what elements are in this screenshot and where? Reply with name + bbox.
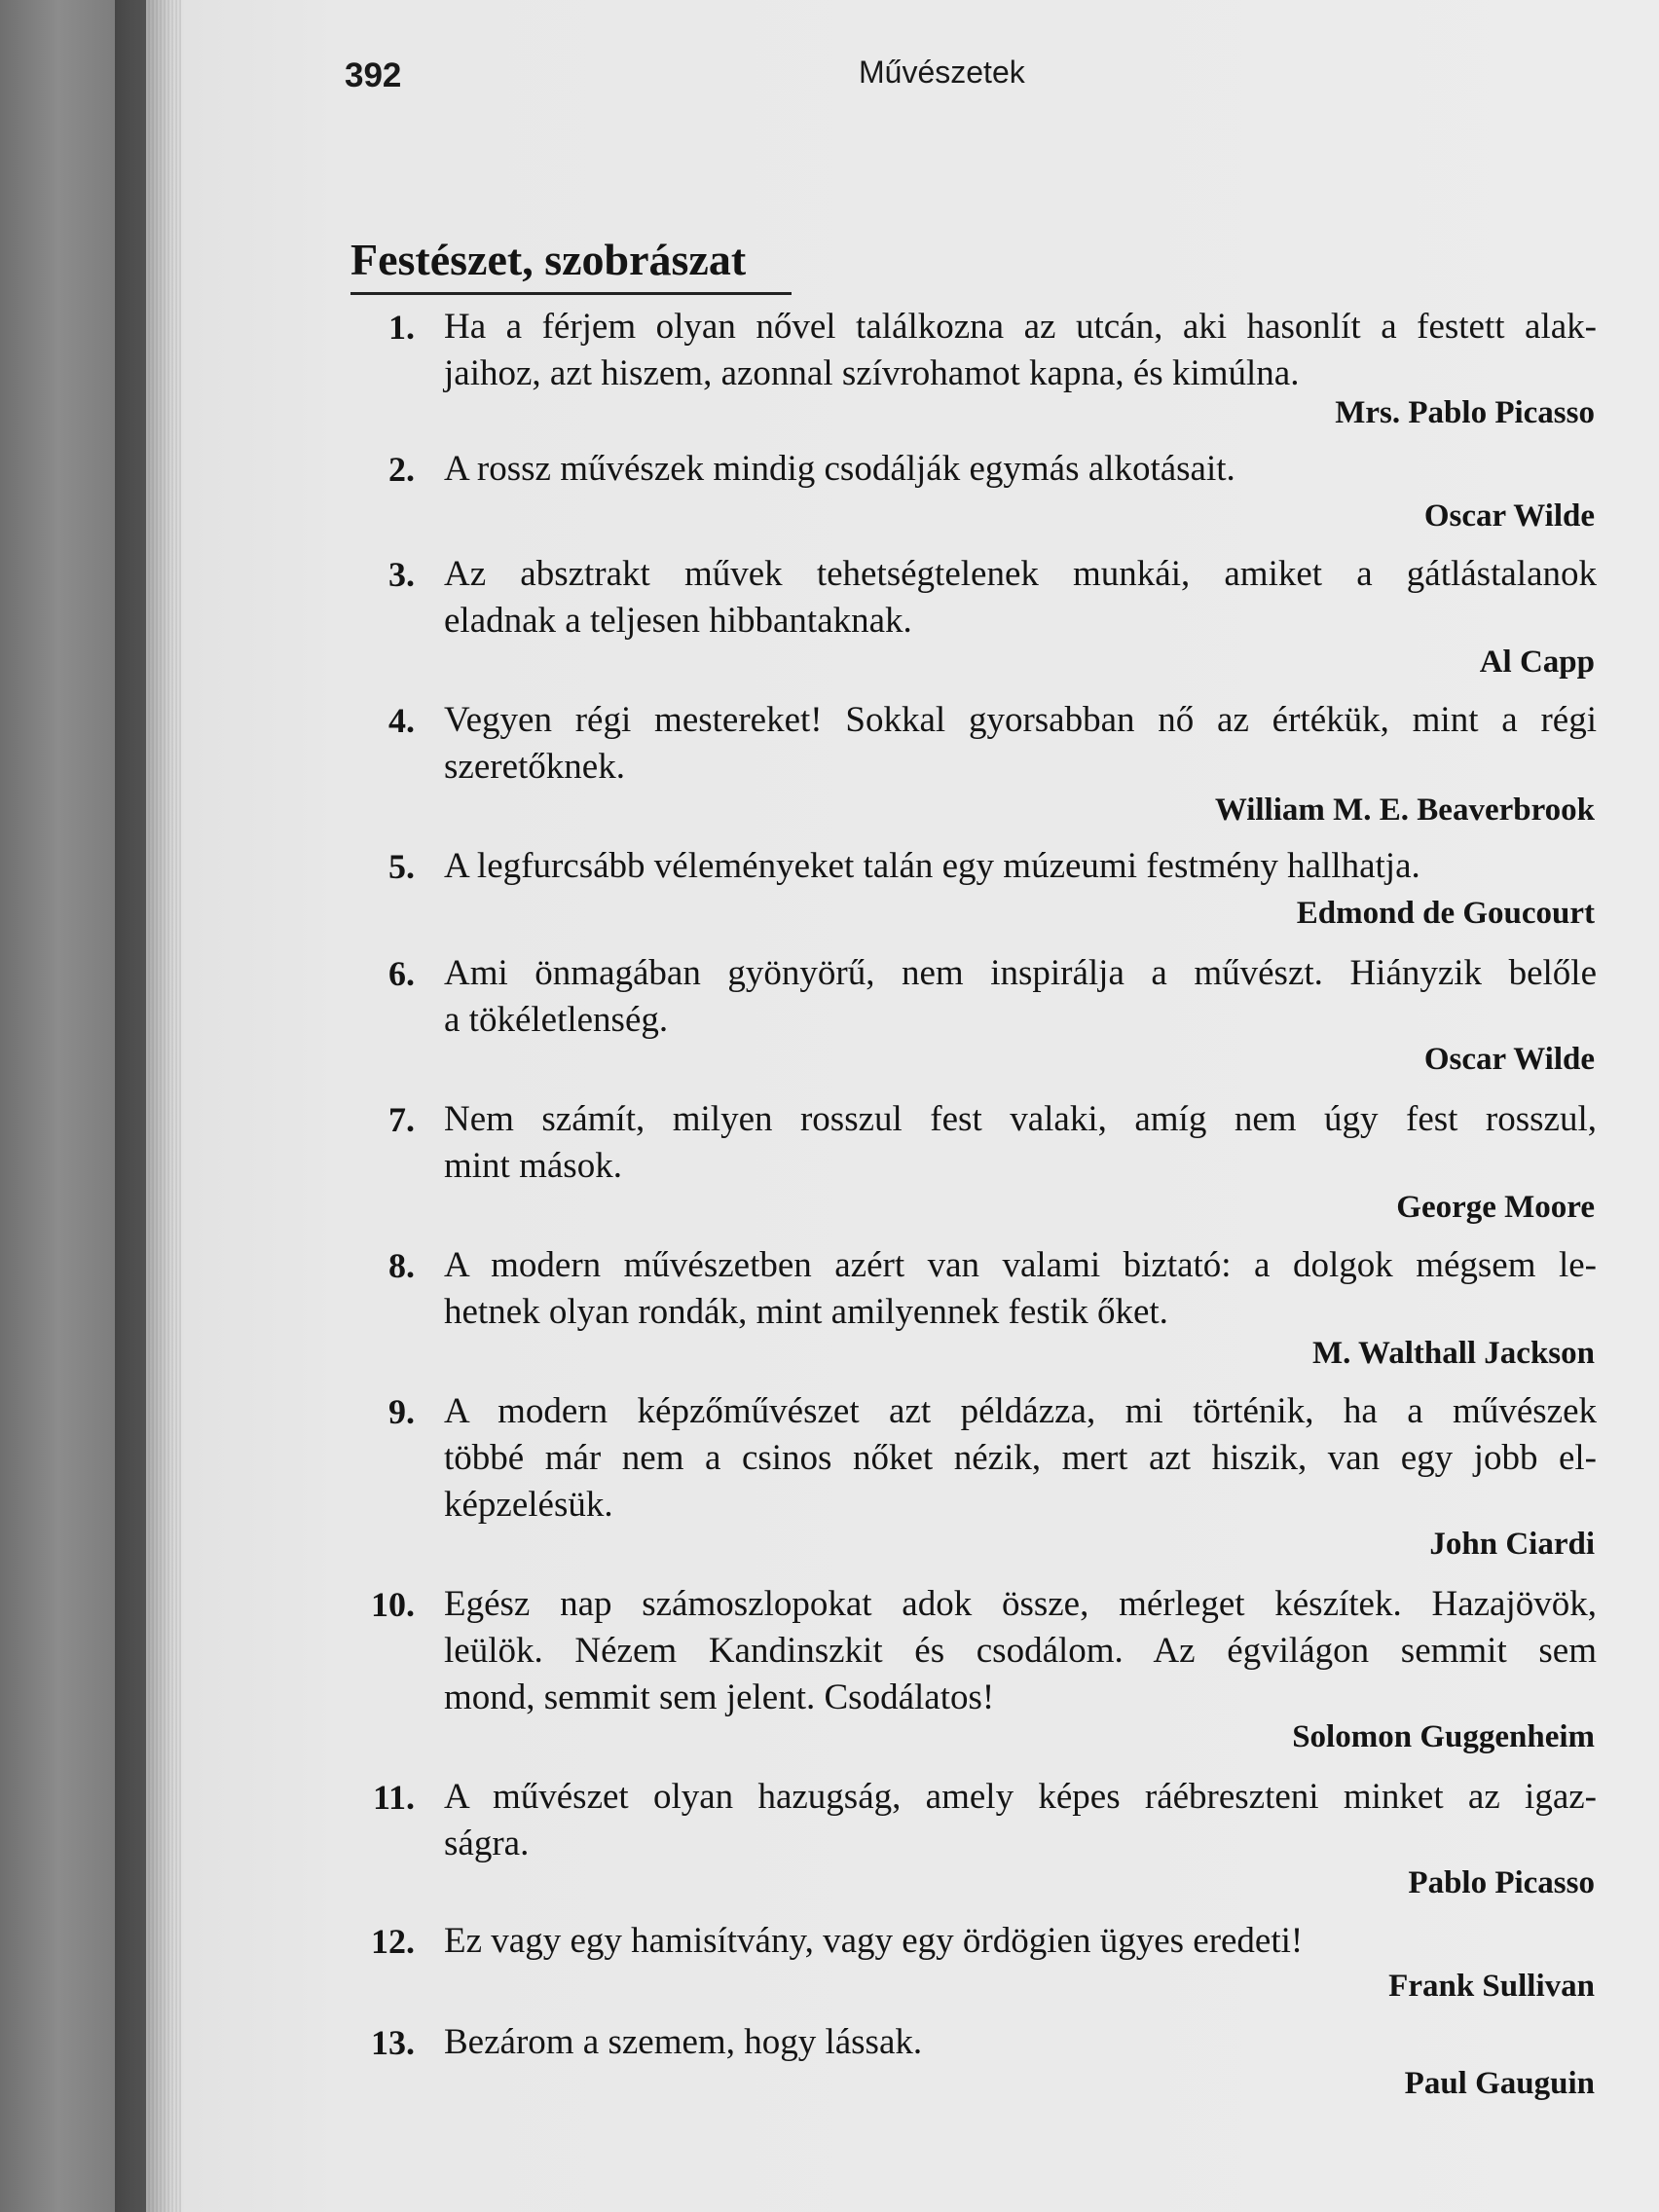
quote-text-line: A rossz művészek mindig csodálják egymás alkotásait. xyxy=(444,449,1235,489)
quote-author: Mrs. Pablo Picasso xyxy=(1335,395,1595,430)
quote-author: Oscar Wilde xyxy=(1423,498,1595,534)
quote-text-line: ságra. xyxy=(444,1824,530,1863)
quote-text-line: A modern művészetben azért van valami biztató: a dolgok mégsem le- xyxy=(444,1245,1597,1285)
quote-author: Edmond de Goucourt xyxy=(1296,896,1595,931)
quote-text-line: jaihoz, azt hiszem, azonnal szívrohamot kapna, és kimúlna. xyxy=(444,353,1300,393)
quote-text-line: Egész nap számoszlopokat adok össze, mérleget készítek. Hazajövök, xyxy=(444,1584,1597,1624)
quote-number: 12. xyxy=(371,1922,415,1961)
quote-text-line: képzelésük. xyxy=(444,1485,613,1525)
quote-number: 4. xyxy=(388,701,415,740)
quote-text-line: Ha a férjem olyan nővel találkozna az utcán, aki hasonlít a festett alak- xyxy=(444,307,1597,347)
quote-number: 1. xyxy=(388,308,415,347)
quote-text-line: mond, semmit sem jelent. Csodálatos! xyxy=(444,1677,995,1717)
quote-number: 8. xyxy=(388,1246,415,1285)
section-title-underline xyxy=(350,292,792,295)
quote-author: Frank Sullivan xyxy=(1388,1969,1595,2004)
quote-author: Solomon Guggenheim xyxy=(1292,1719,1595,1754)
quote-text-line: leülök. Nézem Kandinszkit és csodálom. Az égvilágon semmit sem xyxy=(444,1631,1597,1671)
quote-text-line: Bezárom a szemem, hogy lássak. xyxy=(444,2022,923,2062)
quote-number: 3. xyxy=(388,555,415,594)
page-number: 392 xyxy=(345,56,402,94)
quote-text-line: Vegyen régi mestereket! Sokkal gyorsabban nő az értékük, mint a régi xyxy=(444,700,1597,740)
quote-number: 9. xyxy=(388,1392,415,1431)
quote-number: 11. xyxy=(372,1778,415,1817)
quote-text-line: A legfurcsább véleményeket talán egy múzeumi festmény hallhatja. xyxy=(444,846,1420,886)
quote-author: M. Walthall Jackson xyxy=(1311,1336,1595,1371)
quote-text-line: Ami önmagában gyönyörű, nem inspirálja a művészt. Hiányzik belőle xyxy=(444,953,1597,993)
gutter-shadow xyxy=(115,0,173,2212)
quote-text-line: a tökéletlenség. xyxy=(444,1000,669,1040)
quote-text-line: szeretőknek. xyxy=(444,747,625,787)
quote-text-line: Az absztrakt művek tehetségtelenek munkái, amiket a gátlástalanok xyxy=(444,554,1597,594)
quote-author: John Ciardi xyxy=(1429,1527,1595,1562)
quote-number: 13. xyxy=(371,2023,415,2062)
quote-author: William M. E. Beaverbrook xyxy=(1214,793,1595,828)
quote-text-line: A modern képzőművészet azt példázza, mi történik, ha a művészek xyxy=(444,1391,1597,1431)
section-title: Festészet, szobrászat xyxy=(350,235,747,284)
quote-number: 6. xyxy=(388,954,415,993)
running-head: Művészetek xyxy=(859,55,1025,90)
quote-text-line: hetnek olyan rondák, mint amilyennek festik őket. xyxy=(444,1292,1168,1332)
quote-number: 7. xyxy=(388,1100,415,1139)
quote-text-line: eladnak a teljesen hibbantaknak. xyxy=(444,601,912,641)
quote-text-line: Nem számít, milyen rosszul fest valaki, amíg nem úgy fest rosszul, xyxy=(444,1099,1597,1139)
quote-text-line: Ez vagy egy hamisítvány, vagy egy ördögien ügyes eredeti! xyxy=(444,1921,1304,1961)
quote-number: 5. xyxy=(388,847,415,886)
quote-author: Pablo Picasso xyxy=(1408,1865,1595,1900)
quote-author: Al Capp xyxy=(1479,645,1595,680)
quote-text-line: többé már nem a csinos nőket nézik, mert azt hiszik, van egy jobb el- xyxy=(444,1438,1597,1478)
quote-author: Oscar Wilde xyxy=(1423,1042,1595,1077)
quote-author: Paul Gauguin xyxy=(1404,2066,1595,2101)
quote-text-line: mint mások. xyxy=(444,1146,622,1186)
quote-number: 10. xyxy=(371,1585,415,1624)
quote-author: George Moore xyxy=(1396,1190,1595,1225)
quote-number: 2. xyxy=(388,450,415,489)
quote-text-line: A művészet olyan hazugság, amely képes ráébreszteni minket az igaz- xyxy=(444,1777,1597,1817)
